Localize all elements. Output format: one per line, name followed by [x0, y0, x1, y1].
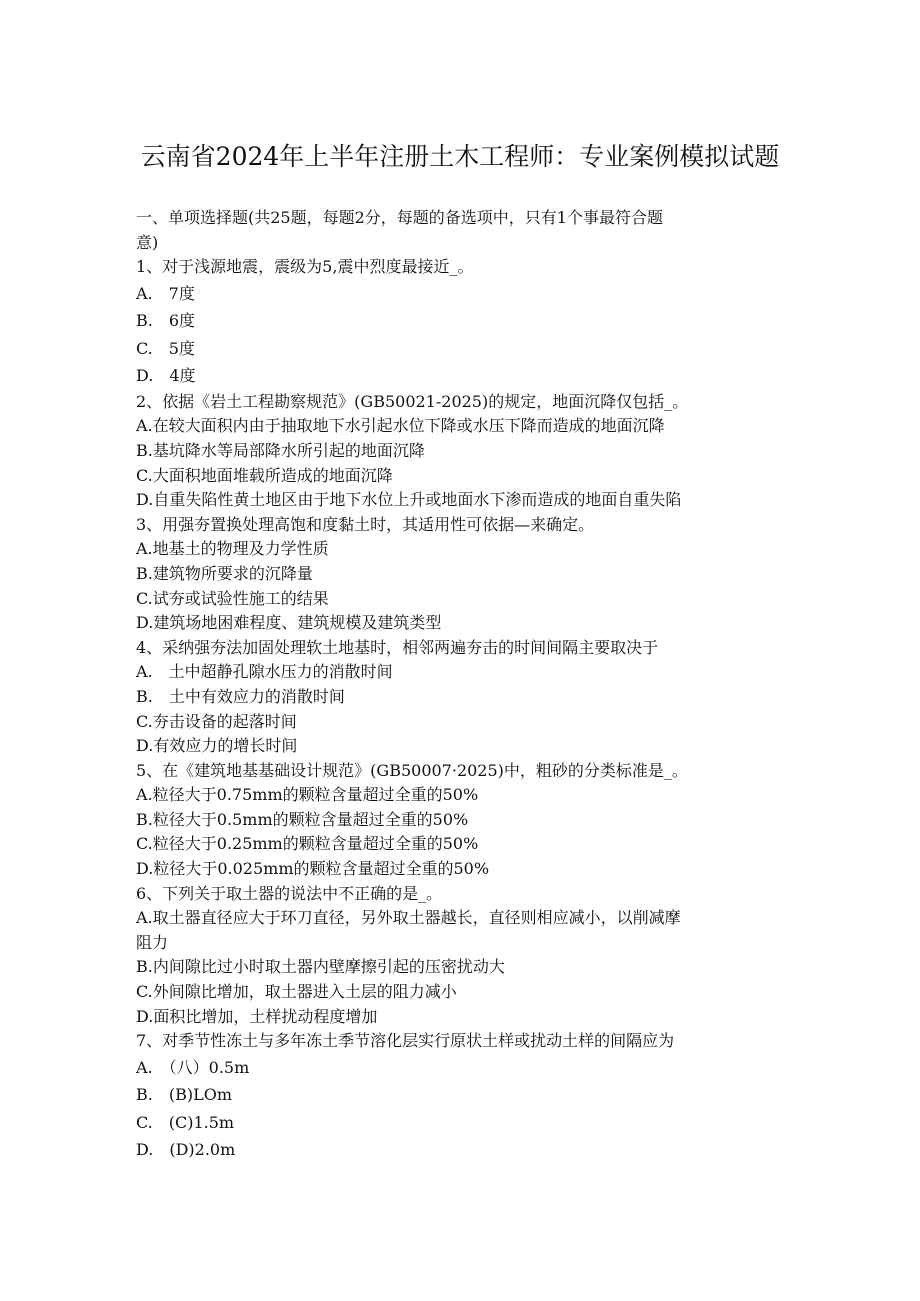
question-1-option-c: C. 5度: [136, 338, 195, 358]
question-4-option-b: B. 土中有效应力的消散时间: [136, 686, 345, 706]
question-1-option-b: B. 6度: [136, 311, 196, 331]
question-5-option-d: D.粒径大于0.025mm的颗粒含量超过全重的50%: [136, 859, 490, 879]
question-6-option-a-line-1: A.取土器直径应大于环刀直径，另外取土器越长，直径则相应减小，以削减摩: [136, 908, 681, 928]
question-2-option-d: D.自重失陷性黄土地区由于地下水位上升或地面水下渗而造成的地面自重失陷: [136, 490, 682, 510]
section-heading-line-2: 意): [136, 232, 159, 252]
document-body: [136, 206, 776, 1164]
question-4-option-a: A. 土中超静孔隙水压力的消散时间: [136, 662, 393, 682]
question-1-option-d: D. 4度: [136, 366, 196, 386]
question-6-option-c: C.外间隙比增加，取土器进入土层的阻力减小: [136, 982, 457, 1002]
question-6-stem: 6、下列关于取土器的说法中不正确的是_。: [136, 883, 443, 903]
document-title: 云南省2024年上半年注册土木工程师：专业案例模拟试题: [140, 142, 780, 171]
question-5-option-c: C.粒径大于0.25mm的颗粒含量超过全重的50%: [136, 834, 479, 854]
question-7-stem: 7、对季节性冻土与多年冻土季节溶化层实行原状土样或扰动土样的间隔应为: [136, 1031, 675, 1051]
question-6-option-d: D.面积比增加，土样扰动程度增加: [136, 1006, 378, 1026]
question-3-option-d: D.建筑场地困难程度、建筑规模及建筑类型: [136, 613, 442, 633]
question-3-option-b: B.建筑物所要求的沉降量: [136, 563, 313, 583]
question-4-option-d: D.有效应力的增长时间: [136, 736, 298, 756]
question-3-stem: 3、用强夯置换处理高饱和度黏土时，其适用性可依据—来确定。: [136, 514, 595, 534]
question-2-option-b: B.基坑降水等局部降水所引起的地面沉降: [136, 440, 425, 460]
question-4-stem: 4、采纳强夯法加固处理软土地基时，相邻两遍夯击的时间间隔主要取决于: [136, 637, 659, 657]
question-7-option-b: B. (B)LOm: [136, 1085, 233, 1105]
question-3-option-a: A.地基土的物理及力学性质: [136, 539, 329, 559]
question-2-option-c: C.大面积地面堆载所造成的地面沉降: [136, 465, 393, 485]
question-1-stem: 1、对于浅源地震，震级为5,震中烈度最接近_。: [136, 257, 474, 277]
question-6-option-a-line-2: 阻力: [136, 932, 169, 952]
question-5-option-a: A.粒径大于0.75mm的颗粒含量超过全重的50%: [136, 785, 479, 805]
question-5-option-b: B.粒径大于0.5mm的颗粒含量超过全重的50%: [136, 809, 469, 829]
question-3-option-c: C.试夯或试验性施工的结果: [136, 588, 329, 608]
question-2-option-a: A.在较大面积内由于抽取地下水引起水位下降或水压下降而造成的地面沉降: [136, 416, 665, 436]
question-2-stem: 2、依据《岩土工程勘察规范》(GB50021-2025)的规定，地面沉降仅包括_。: [136, 391, 689, 411]
question-7-option-a: A. （八）0.5m: [136, 1057, 250, 1077]
question-1-option-a: A. 7度: [136, 283, 195, 303]
section-heading-line-1: 一、单项选择题(共25题，每题2分，每题的备选项中，只有1个事最符合题: [136, 208, 663, 227]
question-6-option-b: B.内间隙比过小时取土器内壁摩擦引起的压密扰动大: [136, 957, 505, 977]
question-7-option-c: C. (C)1.5m: [136, 1112, 235, 1132]
question-5-stem: 5、在《建筑地基基础设计规范》(GB50007·2025)中，粗砂的分类标准是_。: [136, 760, 688, 780]
question-4-option-c: C.夯击设备的起落时间: [136, 711, 297, 731]
question-7-option-d: D. (D)2.0m: [136, 1140, 236, 1160]
